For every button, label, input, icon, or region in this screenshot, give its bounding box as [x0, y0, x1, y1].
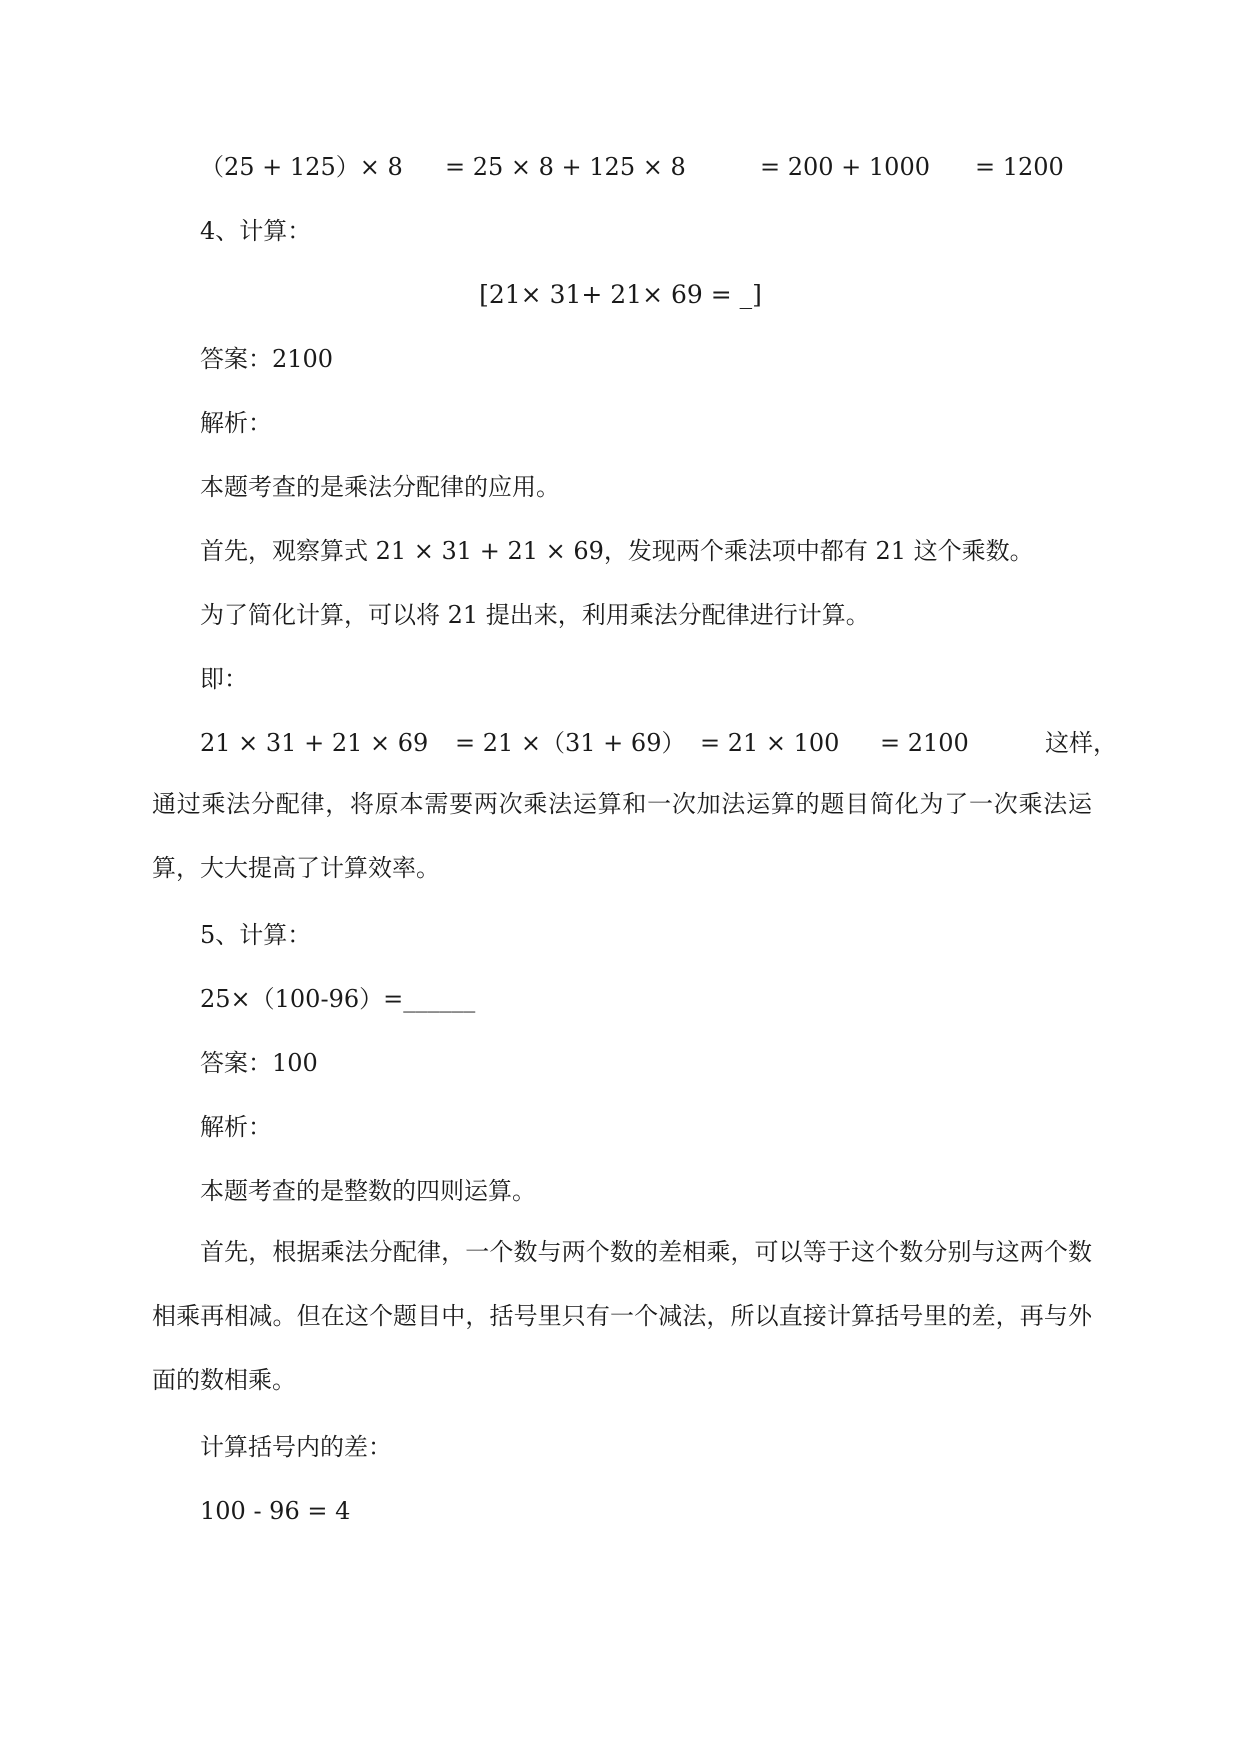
- question-4-analysis-label: 解析：: [200, 409, 272, 437]
- question-4-paragraph: 首先，观察算式 21 × 31 + 21 × 69，发现两个乘法项中都有 21 这个乘数。: [200, 537, 1034, 565]
- formula-segment: （25 + 125）× 8: [200, 153, 403, 181]
- calc-segment: = 2100: [880, 729, 969, 757]
- question-5-paragraph: 计算括号内的差：: [200, 1433, 392, 1461]
- question-4-paragraph: 即：: [200, 665, 248, 693]
- formula-segment: = 200 + 1000: [760, 153, 930, 181]
- question-4-answer: 答案：2100: [200, 345, 334, 373]
- question-4-paragraph: 为了简化计算，可以将 21 提出来，利用乘法分配律进行计算。: [200, 601, 870, 629]
- question-5-paragraph: 本题考查的是整数的四则运算。: [200, 1177, 536, 1205]
- question-5-formula: 25×（100-96）=______: [200, 985, 476, 1013]
- formula-segment: = 25 × 8 + 125 × 8: [445, 153, 686, 181]
- question-5-paragraph-wrapped: 首先，根据乘法分配律，一个数与两个数的差相乘，可以等于这个数分别与这两个数相乘再相减。但在这个题目中，括号里只有一个减法，所以直接计算括号里的差，再与外面的数相乘。: [152, 1238, 1092, 1394]
- question-5-analysis-label: 解析：: [200, 1113, 272, 1141]
- formula-segment: = 1200: [975, 153, 1064, 181]
- question-4-formula: [21× 31+ 21× 69 = _]: [479, 280, 762, 309]
- question-4-title: 4、计算：: [200, 217, 312, 245]
- question-4-paragraph: 本题考查的是乘法分配律的应用。: [200, 473, 560, 501]
- question-5-title: 5、计算：: [200, 921, 312, 949]
- question-5-paragraph: 100 - 96 = 4: [200, 1497, 351, 1525]
- question-5-answer: 答案：100: [200, 1049, 318, 1077]
- calc-segment: = 21 × 100: [700, 729, 840, 757]
- calc-segment: 21 × 31 + 21 × 69: [200, 729, 429, 757]
- calc-segment: 这样，: [1045, 729, 1117, 757]
- calc-segment: = 21 ×（31 + 69）: [455, 729, 686, 757]
- question-4-paragraph-wrapped: 通过乘法分配律，将原本需要两次乘法运算和一次加法运算的题目简化为了一次乘法运算，大大提高了计算效率。: [152, 790, 1092, 882]
